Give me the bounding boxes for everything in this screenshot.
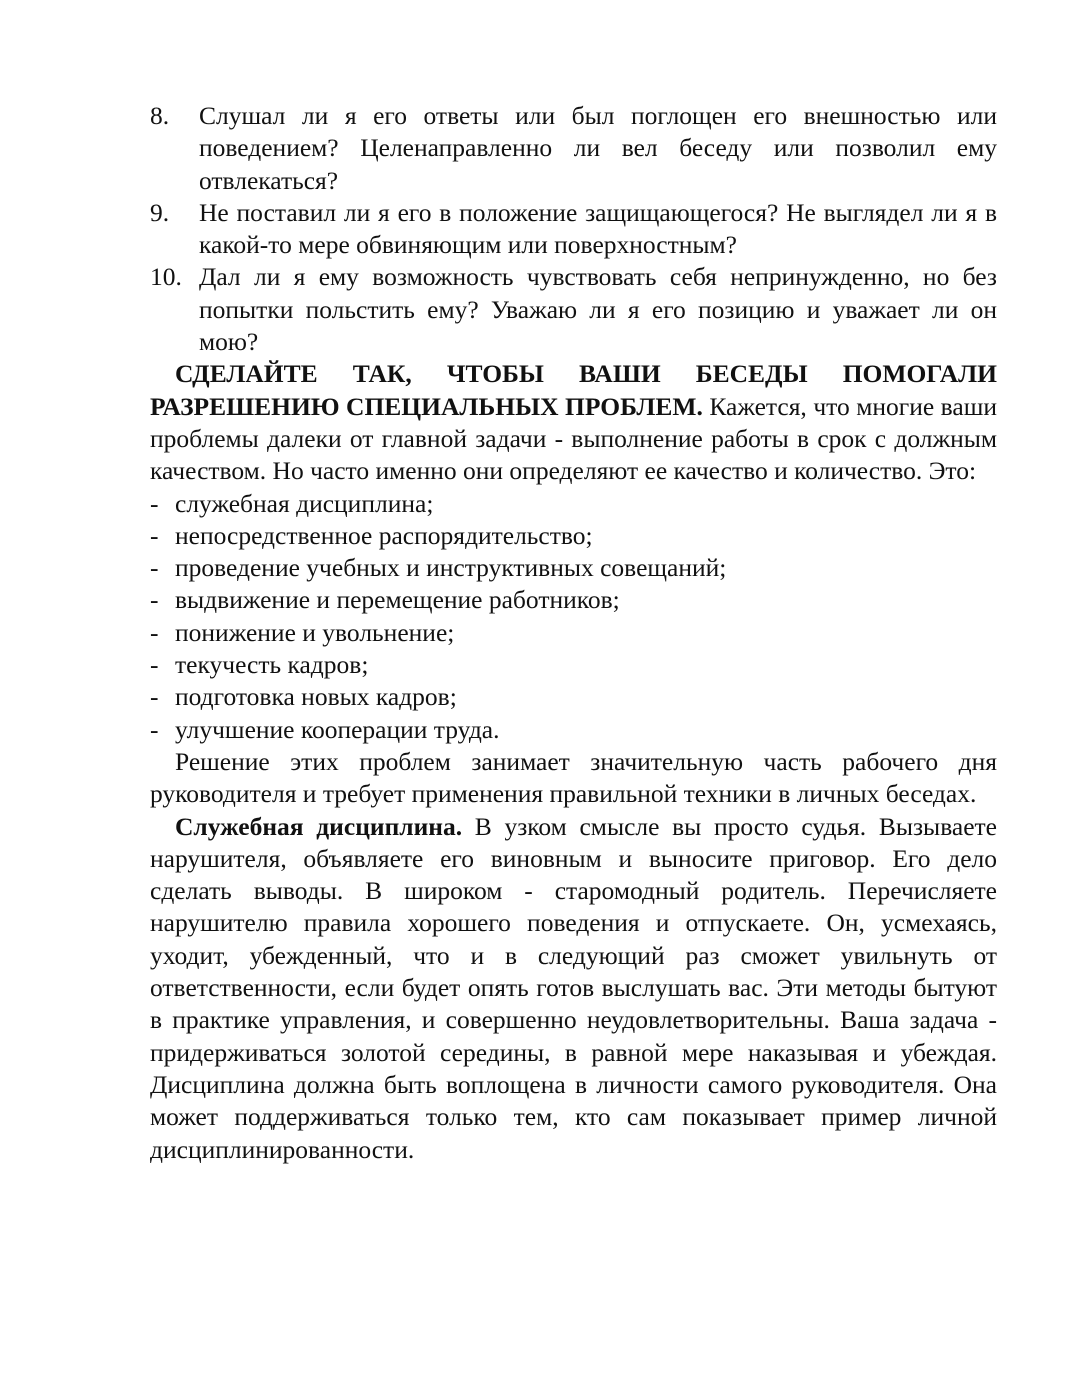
list-item xyxy=(150,617,997,649)
item-number: 8. xyxy=(150,101,170,130)
body-paragraph: Решение этих проблем занимает значительную часть рабочего дня руководителя и требует применения правильной техники в личных беседах. xyxy=(150,746,997,809)
section-paragraph xyxy=(150,811,997,1166)
item-text: понижение и увольнение; xyxy=(175,617,455,647)
dash-marker: - xyxy=(150,520,159,550)
dash-list xyxy=(150,488,997,746)
list-item xyxy=(150,552,997,584)
numbered-list xyxy=(150,100,997,358)
list-item xyxy=(150,261,997,358)
list-item xyxy=(150,520,997,552)
item-text: Слушал ли я его ответы или был поглощен его внешностью или поведением? Целенаправленно ли вел беседу или позволил ему отвлекаться? xyxy=(199,101,997,195)
section-heading: СДЕЛАЙТЕ ТАК, ЧТОБЫ ВАШИ БЕСЕДЫ ПОМОГАЛИ РАЗРЕШЕНИЮ СПЕЦИАЛЬНЫХ ПРОБЛЕМ. xyxy=(150,359,997,421)
item-text: подготовка новых кадров; xyxy=(175,682,457,712)
dash-marker: - xyxy=(150,650,159,680)
dash-marker: - xyxy=(150,585,159,615)
list-item xyxy=(150,488,997,520)
section-text: Кажется, что многие ваши проблемы далеки от главной задачи - выполнение работы в срок с должным качеством. Но часто именно они определяют ее качество и количество. Это: xyxy=(150,391,997,486)
list-item xyxy=(150,714,997,746)
dash-marker: - xyxy=(150,714,159,744)
document-page xyxy=(150,100,997,1166)
list-item xyxy=(150,197,997,262)
item-text: непосредственное распорядительство; xyxy=(175,520,593,550)
section-heading: Служебная дисциплина. xyxy=(175,811,463,841)
dash-marker: - xyxy=(150,488,159,518)
item-number: 10. xyxy=(150,262,182,292)
dash-marker: - xyxy=(150,682,159,712)
item-number: 9. xyxy=(150,197,170,227)
list-item xyxy=(150,584,997,616)
dash-marker: - xyxy=(150,553,159,583)
item-text: текучесть кадров; xyxy=(175,650,369,680)
section-paragraph xyxy=(150,358,997,487)
list-item xyxy=(150,100,997,197)
item-text: улучшение кооперации труда. xyxy=(175,714,500,744)
item-text: Дал ли я ему возможность чувствовать себя непринужденно, но без попытки польстить ему? Уважаю ли я его позицию и уважает ли он мою? xyxy=(199,262,997,357)
item-text: выдвижение и перемещение работников; xyxy=(175,585,620,615)
section-text: В узком смысле вы просто судья. Вызываете нарушителя, объявляете его виновным и выносите приговор. Его дело сделать выводы. В широком - старомодный родитель. Перечисляете нарушителю правила хорошего поведения и отпускаете. Он, усмехаясь, уходит, убежденный, что и в следующий раз сможет увильнуть от ответственности, если будет опять готов выслушать вас. Эти методы бытуют в практике управления, и совершенно неудовлетворительны. Ваша задача - придерживаться золотой середины, в равной мере наказывая и убеждая. Дисциплина должна быть воплощена в личности самого руководителя. Она может поддерживаться только тем, кто сам показывает пример личной дисциплинированности. xyxy=(150,811,997,1164)
dash-marker: - xyxy=(150,617,159,647)
item-text: Не поставил ли я его в положение защищающегося? Не выглядел ли я в какой-то мере обвиняющим или поверхностным? xyxy=(199,197,997,260)
list-item xyxy=(150,681,997,713)
item-text: проведение учебных и инструктивных совещаний; xyxy=(175,553,727,583)
list-item xyxy=(150,649,997,681)
item-text: служебная дисциплина; xyxy=(175,488,434,518)
